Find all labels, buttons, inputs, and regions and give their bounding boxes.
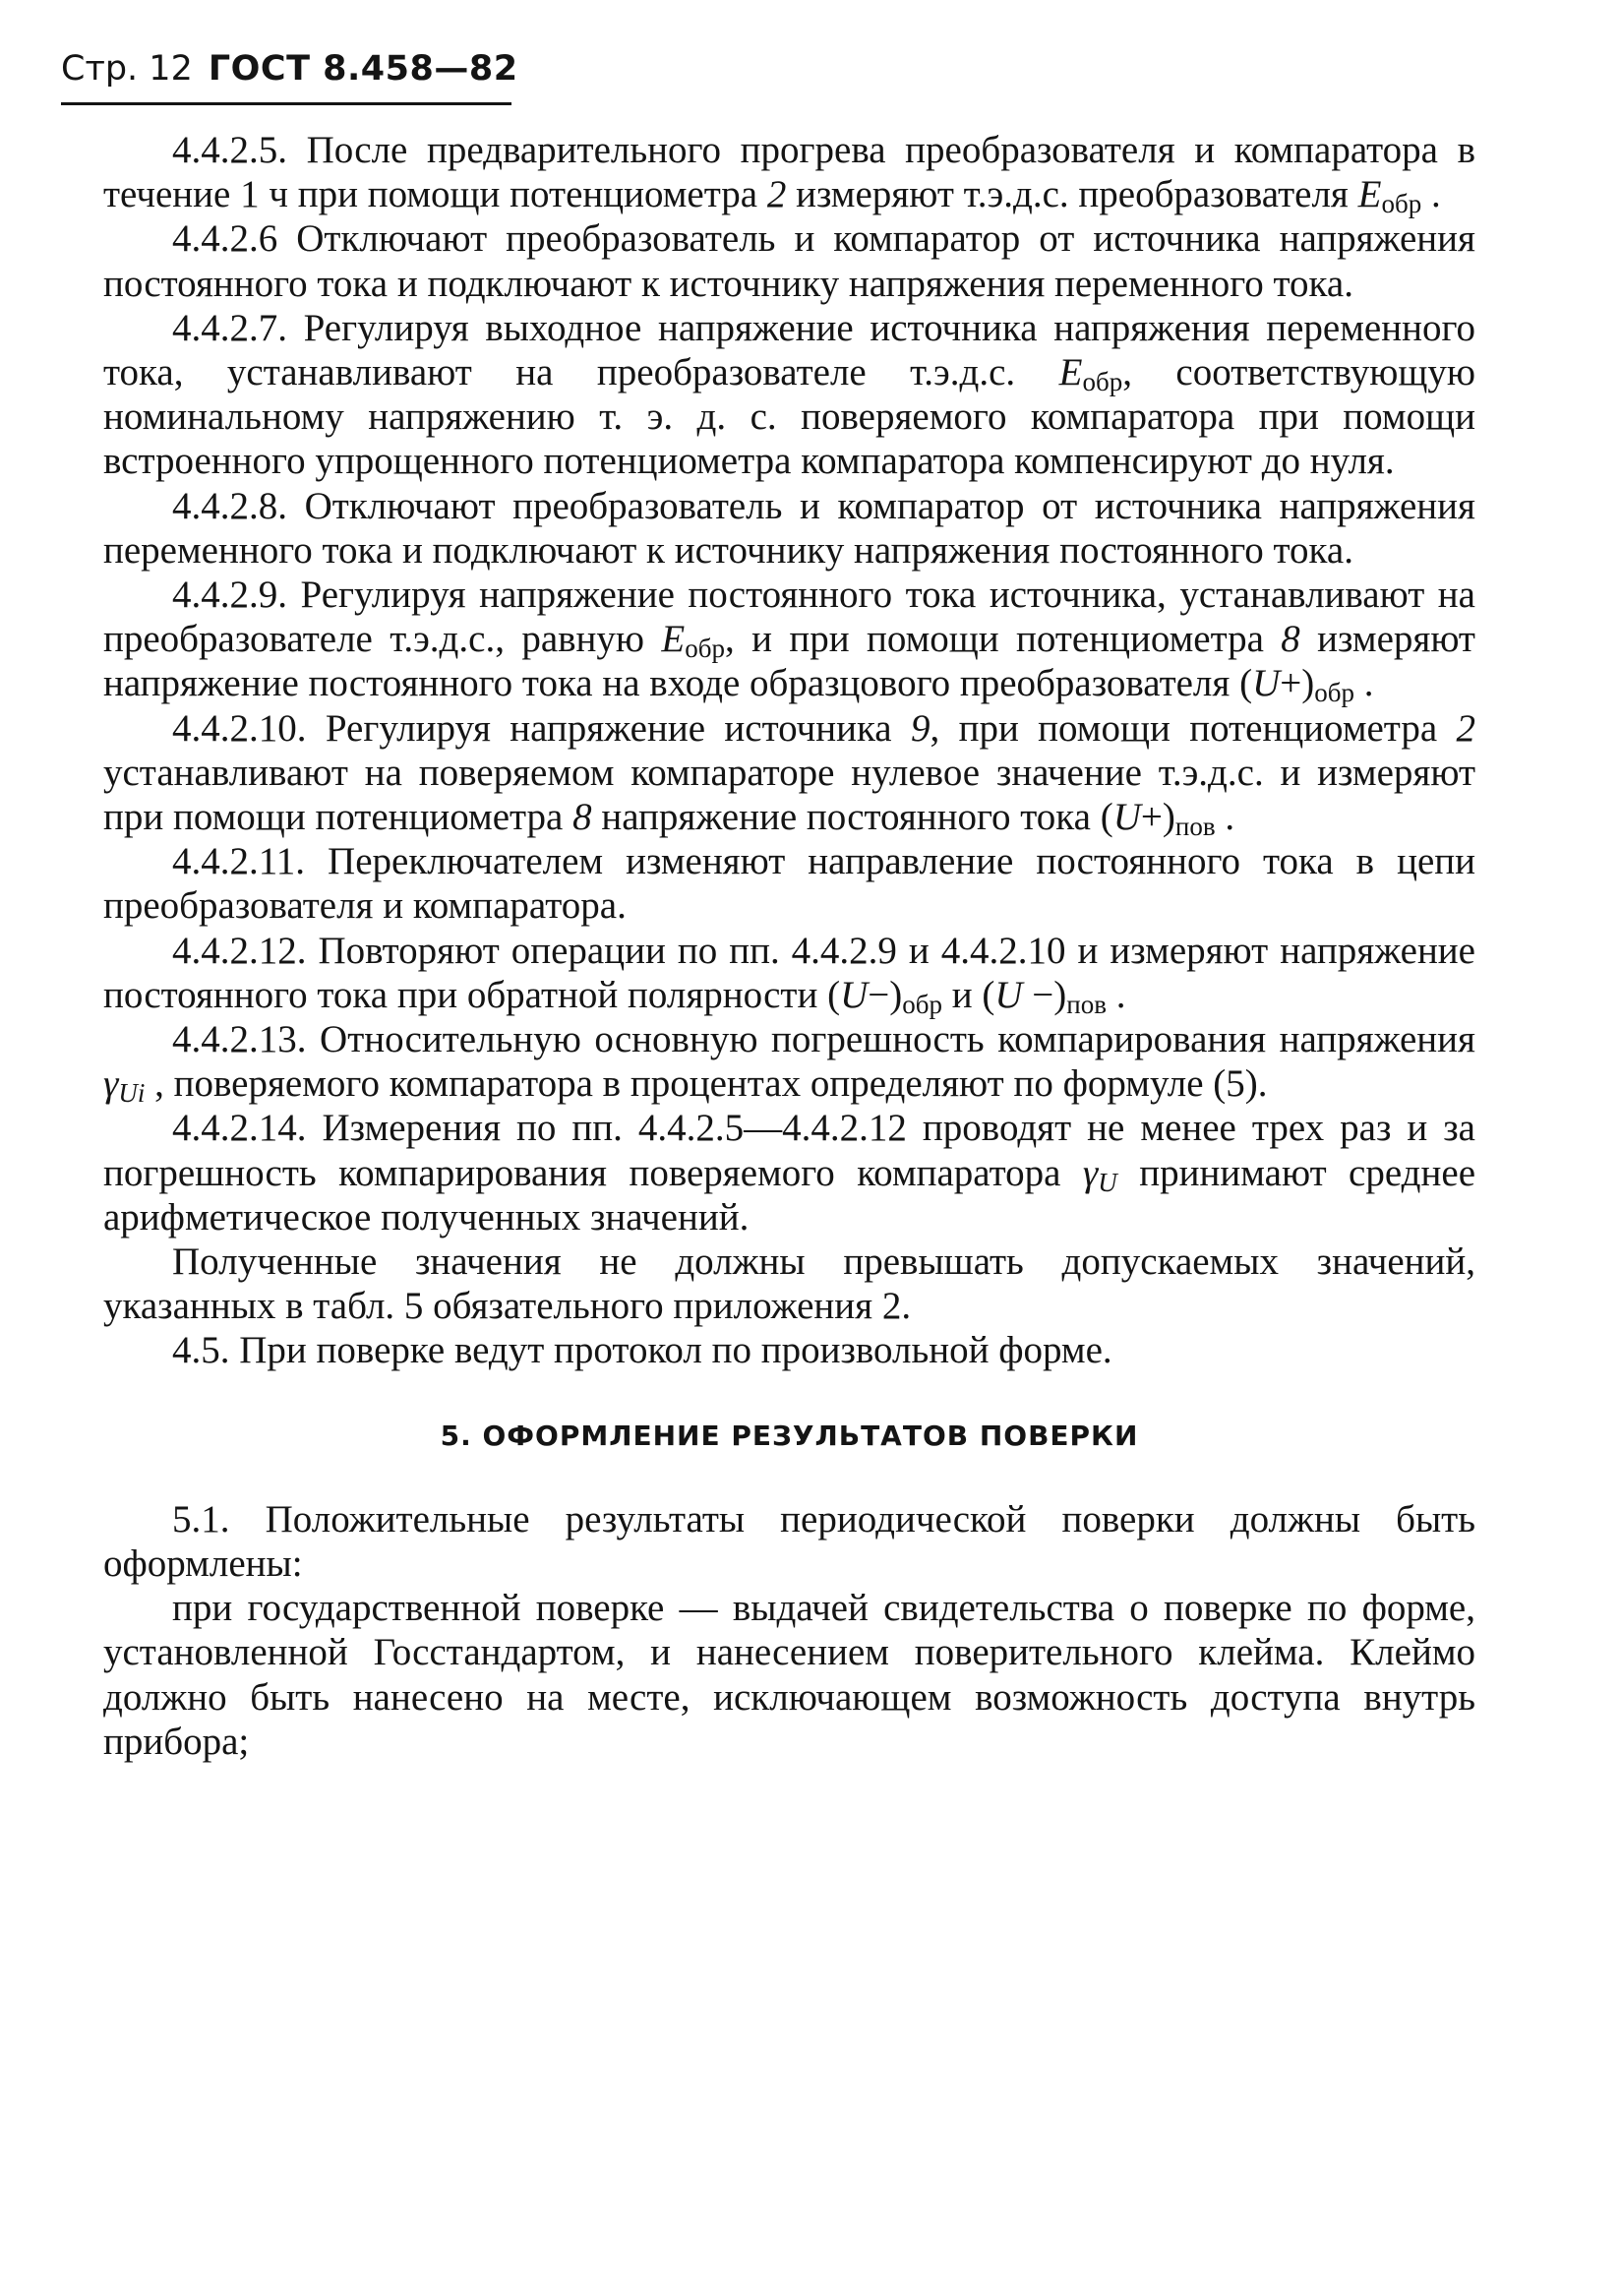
text-run: . <box>1106 973 1126 1016</box>
formula-symbol: U <box>840 973 869 1016</box>
text-run: 4.4.2.5. После предварительного прогрева преобразователя и компаратора в течение 1 ч при помощи потенциометра <box>103 129 1475 216</box>
paragraph-4-4-2-8: 4.4.2.8. Отключают преобразователь и компаратор от источника напряжения переменного тока и подключают к источнику напряжения постоянного тока. <box>103 484 1475 572</box>
text-run: 4.4.2.13. Относительную основную погрешность компарирования напряжения <box>172 1018 1475 1061</box>
formula-subscript: обр <box>685 634 725 664</box>
text-run: 4.4.2.7. Регулируя выходное напряжение источника напряжения переменного тока, устанавливают на преобразователе т.э.д.с. <box>103 306 1475 394</box>
paragraph-4-4-2-7 <box>103 306 1475 484</box>
text-run: принимают среднее арифметическое полученных значений. <box>103 1151 1475 1239</box>
text-run: измеряют напряжение постоянного тока на входе образцового преобразователя ( <box>103 618 1475 705</box>
formula-symbol: E <box>1357 173 1382 216</box>
formula-subscript: обр <box>1314 678 1354 708</box>
formula-subscript: пов <box>1174 812 1216 842</box>
formula-subscript: обр <box>1381 189 1422 219</box>
paragraph-4-4-2-10 <box>103 706 1475 840</box>
reference-number: 2 <box>766 173 787 216</box>
text-run: . <box>1353 662 1374 705</box>
formula-symbol: U <box>1112 796 1141 839</box>
reference-number: 8 <box>1281 618 1300 661</box>
paragraph-4-4-2-6: 4.4.2.6 Отключают преобразователь и компаратор от источника напряжения постоянного тока и подключают к источнику напряжения переменного тока. <box>103 217 1475 305</box>
text-run: устанавливают на поверяемом компараторе нулевое значение т.э.д.с. и измеряют при помощи потенциометра <box>103 751 1475 839</box>
text-run: и ( <box>941 973 995 1016</box>
formula-subscript: Ui <box>118 1078 146 1109</box>
formula-symbol: U <box>1252 662 1281 705</box>
text-run: измеряют т.э.д.с. преобразователя <box>786 173 1358 216</box>
text-run: +) <box>1280 662 1315 705</box>
paragraph-5-1-state-verification: при государственной поверке — выдачей свидетельства о поверке по форме, установленной Госстандартом, и нанесением поверительного клейма. Клеймо должно быть нанесено на месте, исключающем возможность доступа внутрь прибора; <box>103 1587 1475 1763</box>
header-rule <box>61 102 511 105</box>
text-run: , при помощи потенциометра <box>930 706 1457 750</box>
paragraph-4-4-2-12 <box>103 929 1475 1017</box>
text-run: −) <box>1022 973 1067 1016</box>
text-run: , соответствующую номинальному напряжению т. э. д. с. поверяемого компаратора при помощи встроенного упрощенного потенциометра компаратора компенсируют до нуля. <box>103 351 1475 483</box>
text-run: 4.4.2.14. Измерения по пп. 4.4.2.5—4.4.2.12 проводят не менее трех раз и за погрешность компарирования поверяемого компаратора <box>103 1107 1475 1194</box>
formula-subscript: U <box>1098 1167 1117 1197</box>
page-number: Стр. 12 <box>61 49 193 89</box>
document-body <box>103 128 1475 1764</box>
text-run: 4.4.2.10. Регулируя напряжение источника <box>172 706 911 750</box>
text-run: +) <box>1140 796 1175 839</box>
paragraph-5-1: 5.1. Положительные результаты периодической поверки должны быть оформлены: <box>103 1497 1475 1585</box>
text-run: −) <box>868 973 903 1016</box>
paragraph-4-4-2-5 <box>103 128 1475 219</box>
formula-subscript: обр <box>1082 367 1123 397</box>
text-run: 4.4.2.9. Регулируя напряжение постоянного тока источника, устанавливают на преобразователе т.э.д.с., равную <box>103 574 1475 661</box>
formula-symbol: E <box>661 618 686 661</box>
paragraph-4-4-2-9 <box>103 573 1475 706</box>
formula-symbol: U <box>994 973 1023 1016</box>
formula-symbol: γ <box>103 1062 119 1106</box>
formula-subscript: пов <box>1066 989 1107 1019</box>
formula-subscript: обр <box>902 989 942 1019</box>
text-run: , и при помощи потенциометра <box>725 618 1282 661</box>
text-run: , поверяемого компаратора в процентах определяют по формуле (5). <box>145 1062 1268 1106</box>
reference-number: 2 <box>1456 706 1475 750</box>
paragraph-4-4-2-13 <box>103 1017 1475 1109</box>
standard-id: ГОСТ 8.458—82 <box>208 49 518 89</box>
text-run: 4.4.2.12. Повторяют операции по пп. 4.4.2.9 и 4.4.2.10 и измеряют напряжение постоянного тока при обратной полярности ( <box>103 929 1475 1016</box>
formula-symbol: E <box>1058 351 1083 394</box>
text-run: напряжение постоянного тока ( <box>591 796 1113 839</box>
text-run: . <box>1421 173 1441 216</box>
reference-number: 9 <box>910 706 931 750</box>
text-run: . <box>1215 796 1235 839</box>
page-header <box>61 49 518 89</box>
paragraph-values-limit: Полученные значения не должны превышать допускаемых значений, указанных в табл. 5 обязательного приложения 2. <box>103 1240 1475 1328</box>
formula-symbol: γ <box>1082 1151 1099 1194</box>
paragraph-4-4-2-11: 4.4.2.11. Переключателем изменяют направление постоянного тока в цепи преобразователя и компаратора. <box>103 840 1475 928</box>
section-heading: 5. ОФОРМЛЕНИЕ РЕЗУЛЬТАТОВ ПОВЕРКИ <box>440 1419 1139 1452</box>
paragraph-4-5: 4.5. При поверке ведут протокол по произвольной форме. <box>172 1329 1112 1372</box>
reference-number: 8 <box>572 796 592 839</box>
paragraph-4-4-2-14 <box>103 1106 1475 1239</box>
